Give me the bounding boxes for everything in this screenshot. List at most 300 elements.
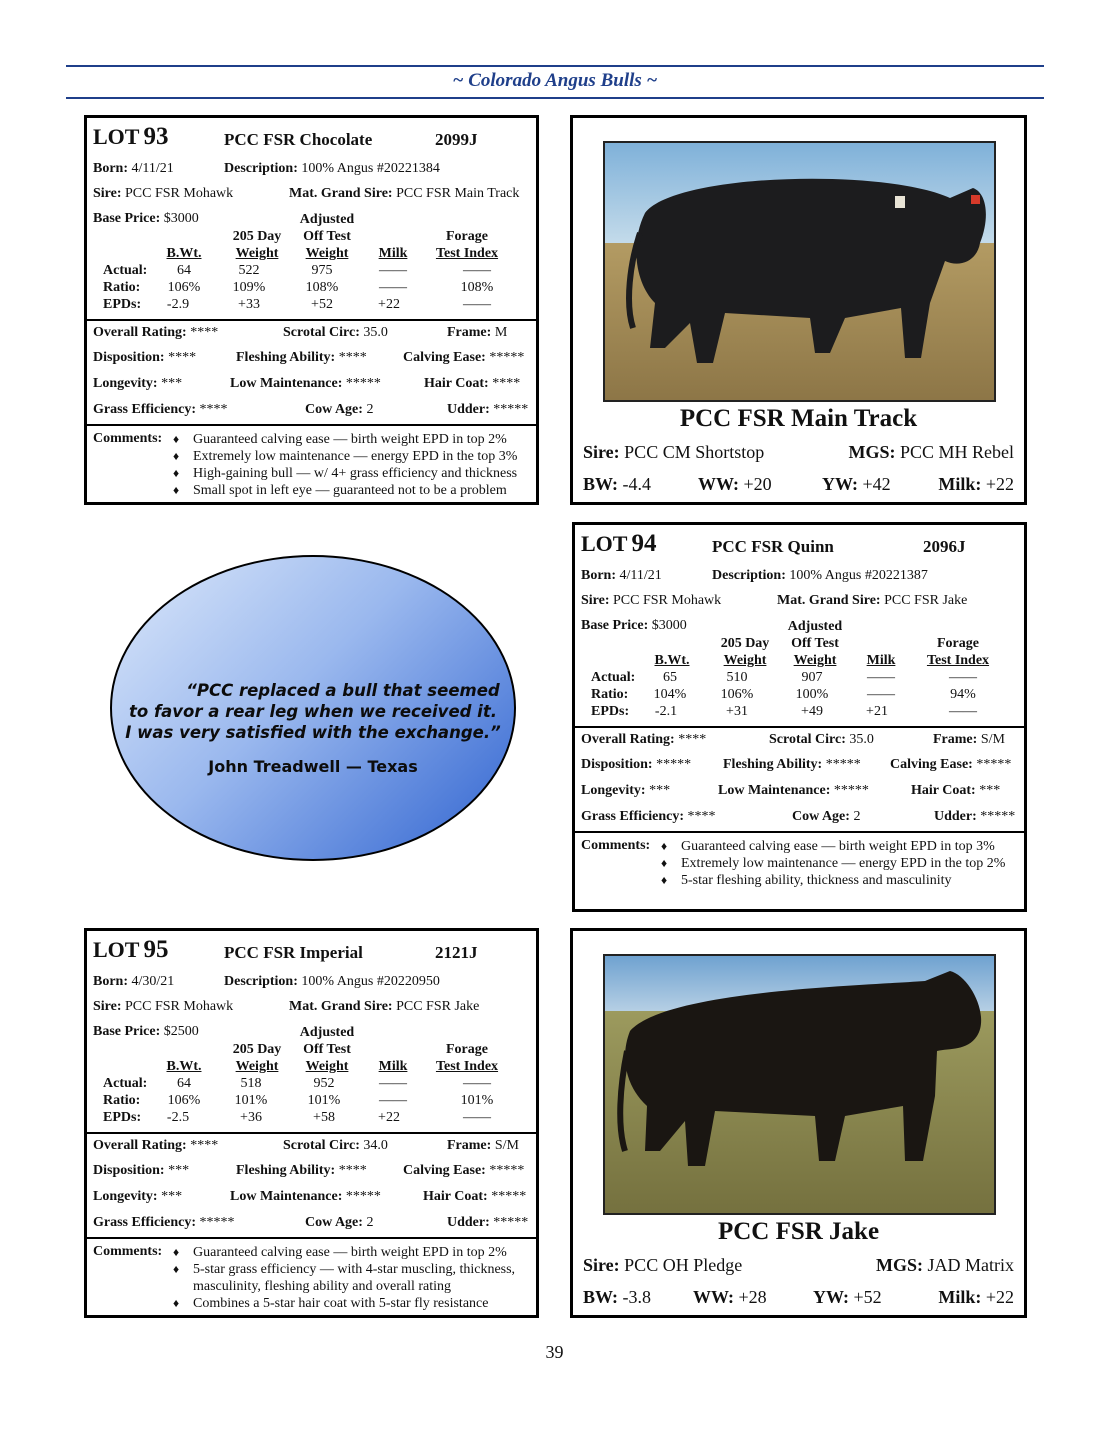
- col-weight: Weight: [235, 1059, 279, 1074]
- photo-sire-value: PCC OH Pledge: [624, 1255, 743, 1275]
- col-205-day: 205 Day: [232, 229, 282, 244]
- comment-item: ♦ 5-star fleshing ability, thickness and masculinity: [661, 872, 1005, 889]
- description-row: [224, 974, 440, 990]
- sire-value: PCC FSR Mohawk: [125, 999, 234, 1014]
- hair-coat-label: Hair Coat:: [424, 376, 489, 391]
- calving-ease-value: *****: [489, 1163, 525, 1178]
- frame-value: M: [494, 325, 508, 340]
- mgs-label: Mat. Grand Sire:: [289, 999, 393, 1014]
- hair-coat: [424, 376, 520, 392]
- ratio-205: 109%: [232, 280, 266, 295]
- scrotal-circ: [769, 732, 874, 748]
- col-off-test: Off Test: [303, 229, 351, 244]
- low-maintenance-label: Low Maintenance:: [230, 1189, 343, 1204]
- row-epds-label: EPDs:: [103, 1110, 142, 1125]
- ratio-205: 106%: [720, 687, 754, 702]
- comment-item-continuation: masculinity, fleshing ability and overall rating: [193, 1279, 452, 1294]
- col-weight-2: Weight: [305, 246, 349, 261]
- udder-label: Udder:: [447, 1215, 490, 1230]
- photo-mgs-label: MGS:: [876, 1255, 923, 1275]
- yw-value: +42: [862, 474, 891, 494]
- born-row: [93, 974, 174, 990]
- milk-value: +22: [985, 1287, 1014, 1307]
- comments-divider: [575, 831, 1024, 833]
- calving-ease-value: *****: [489, 350, 525, 365]
- bull-photo: [603, 141, 996, 402]
- epd-bwt: -2.9: [166, 297, 190, 312]
- overall-rating: [93, 325, 218, 341]
- page-header-title: ~ Colorado Angus Bulls ~: [452, 70, 658, 91]
- lot-title-row: [93, 123, 168, 151]
- photo-milk: [938, 474, 1014, 495]
- ratio-forage: 101%: [460, 1093, 494, 1108]
- calving-ease: [403, 1163, 524, 1179]
- disposition-label: Disposition:: [93, 350, 165, 365]
- born-label: Born:: [93, 161, 128, 176]
- udder: [934, 809, 1015, 825]
- fleshing-ability-label: Fleshing Ability:: [236, 350, 336, 365]
- epd-yw: +49: [801, 704, 823, 719]
- calving-ease: [403, 350, 524, 366]
- bull-id: 2099J: [435, 130, 478, 149]
- ratio-205: 101%: [234, 1093, 268, 1108]
- milk-label: Milk:: [938, 474, 982, 494]
- comments-divider: [87, 1237, 536, 1239]
- scrotal-circ-label: Scrotal Circ:: [283, 325, 360, 340]
- scrotal-circ-value: 35.0: [849, 732, 874, 747]
- overall-rating: [93, 1138, 218, 1154]
- low-maintenance-label: Low Maintenance:: [230, 376, 343, 391]
- frame-label: Frame:: [933, 732, 978, 747]
- lot-number: 95: [143, 936, 169, 963]
- actual-milk: ——: [379, 263, 407, 278]
- comments-label: Comments:: [93, 1244, 163, 1259]
- bull-photo-image: [605, 956, 996, 1215]
- ww-label: WW:: [698, 474, 740, 494]
- comment-item: ♦ Combines a 5-star hair coat with 5-star fly resistance: [173, 1295, 515, 1312]
- col-adjusted: Adjusted: [787, 619, 843, 634]
- base-price-row: [93, 1024, 199, 1040]
- bull-photo-image: [605, 143, 996, 402]
- actual-forage: ——: [463, 1076, 491, 1091]
- grass-efficiency: [581, 809, 716, 825]
- description-row: [224, 161, 440, 177]
- cow-age-value: 2: [366, 1215, 374, 1230]
- hair-coat-value: ****: [492, 376, 521, 391]
- col-weight-2: Weight: [793, 653, 837, 668]
- udder-value: *****: [493, 1215, 529, 1230]
- actual-forage: ——: [463, 263, 491, 278]
- actual-forage: ——: [949, 670, 977, 685]
- comment-item: ♦ Small spot in left eye — guaranteed not to be a problem: [173, 482, 517, 499]
- milk-label: Milk:: [938, 1287, 982, 1307]
- actual-205: 510: [726, 670, 748, 685]
- grass-efficiency-label: Grass Efficiency:: [581, 809, 685, 824]
- scrotal-circ-value: 35.0: [363, 325, 388, 340]
- epd-yw: +58: [313, 1110, 335, 1125]
- fleshing-ability-label: Fleshing Ability:: [723, 757, 823, 772]
- col-bwt: B.Wt.: [654, 653, 690, 668]
- mgs-row: [777, 593, 967, 609]
- actual-bwt: 64: [177, 263, 191, 278]
- udder-value: *****: [493, 402, 529, 417]
- longevity-value: ***: [161, 376, 183, 391]
- disposition-value: ***: [168, 1163, 190, 1178]
- description-label: Description:: [712, 568, 786, 583]
- ratio-milk: ——: [867, 687, 895, 702]
- grass-efficiency: [93, 402, 228, 418]
- ratio-forage: 108%: [460, 280, 494, 295]
- fleshing-ability: [723, 757, 861, 773]
- comment-item: ♦ 5-star grass efficiency — with 4-star muscling, thickness,: [173, 1261, 515, 1278]
- photo-yw: [822, 474, 891, 495]
- col-bwt: B.Wt.: [166, 1059, 202, 1074]
- base-price-value: $3000: [163, 211, 199, 226]
- lot-label: LOT: [581, 531, 628, 556]
- overall-rating-value: ****: [678, 732, 707, 747]
- base-price-label: Base Price:: [581, 618, 649, 633]
- col-milk: Milk: [866, 653, 896, 668]
- col-forage: Forage: [937, 636, 979, 651]
- base-price-row: [93, 211, 199, 227]
- calving-ease-value: *****: [976, 757, 1012, 772]
- mgs-row: [289, 999, 479, 1015]
- photo-sire-label: Sire:: [583, 442, 620, 462]
- disposition-label: Disposition:: [581, 757, 653, 772]
- col-forage: Forage: [446, 229, 488, 244]
- sire-label: Sire:: [93, 186, 122, 201]
- lot-title-row: [93, 936, 168, 964]
- photo-ww: [693, 1287, 767, 1308]
- col-adjusted: Adjusted: [299, 1025, 355, 1040]
- yw-label: YW:: [822, 474, 858, 494]
- photo-sire: [583, 442, 764, 463]
- udder-value: *****: [980, 809, 1016, 824]
- photo-bw: [583, 474, 651, 495]
- fleshing-ability: [236, 1163, 367, 1179]
- comments-list: [661, 838, 1005, 889]
- section-divider: [87, 319, 536, 321]
- bull-id: 2121J: [435, 943, 478, 962]
- col-205-day: 205 Day: [720, 636, 770, 651]
- fleshing-ability-label: Fleshing Ability:: [236, 1163, 336, 1178]
- fleshing-ability-value: ****: [338, 350, 367, 365]
- cow-age-label: Cow Age:: [305, 1215, 363, 1230]
- epd-bwt: -2.1: [654, 704, 678, 719]
- born-value: 4/11/21: [131, 161, 174, 176]
- comments-divider: [87, 424, 536, 426]
- col-weight-2: Weight: [305, 1059, 349, 1074]
- longevity-value: ***: [649, 783, 671, 798]
- frame: [447, 325, 507, 341]
- overall-rating-label: Overall Rating:: [93, 325, 187, 340]
- row-ratio-label: Ratio:: [103, 280, 141, 295]
- photo-mgs-value: JAD Matrix: [927, 1255, 1014, 1275]
- frame-value: S/M: [980, 732, 1005, 747]
- comment-item: ♦ Guaranteed calving ease — birth weight EPD in top 2%: [173, 431, 517, 448]
- description-row: [712, 568, 928, 584]
- row-ratio-label: Ratio:: [591, 687, 629, 702]
- actual-offtest: 952: [313, 1076, 335, 1091]
- actual-milk: ——: [379, 1076, 407, 1091]
- sire-photo-card-jake: [570, 928, 1027, 1318]
- grass-efficiency-label: Grass Efficiency:: [93, 1215, 197, 1230]
- ratio-bwt: 104%: [653, 687, 687, 702]
- sire-photo-card-main-track: [570, 115, 1027, 505]
- hair-coat: [911, 783, 1000, 799]
- photo-sire: [583, 1255, 742, 1276]
- epd-milk: +21: [866, 704, 888, 719]
- grass-efficiency-value: *****: [199, 1215, 235, 1230]
- photo-mgs-label: MGS:: [848, 442, 896, 462]
- lot-title-row: [581, 530, 656, 558]
- longevity: [93, 376, 182, 392]
- overall-rating-label: Overall Rating:: [93, 1138, 187, 1153]
- calving-ease-label: Calving Ease:: [403, 350, 486, 365]
- overall-rating: [581, 732, 706, 748]
- milk-value: +22: [985, 474, 1014, 494]
- lot-card-94: [572, 522, 1027, 912]
- grass-efficiency-value: ****: [687, 809, 716, 824]
- comment-item: ♦ Extremely low maintenance — energy EPD in the top 2%: [661, 855, 1005, 872]
- comment-item: ♦ Extremely low maintenance — energy EPD in the top 3%: [173, 448, 517, 465]
- comments-label: Comments:: [581, 838, 651, 853]
- low-maintenance: [718, 783, 869, 799]
- hair-coat-value: ***: [979, 783, 1001, 798]
- cow-age-value: 2: [366, 402, 374, 417]
- epd-ww: +31: [726, 704, 748, 719]
- header-rule-bottom: [66, 97, 1044, 99]
- actual-205: 522: [238, 263, 260, 278]
- calving-ease-label: Calving Ease:: [403, 1163, 486, 1178]
- sire-label: Sire:: [581, 593, 610, 608]
- lot-card-93: [84, 115, 539, 505]
- mgs-label: Mat. Grand Sire:: [289, 186, 393, 201]
- frame-value: S/M: [494, 1138, 519, 1153]
- cow-age-label: Cow Age:: [305, 402, 363, 417]
- lot-number: 94: [631, 530, 657, 557]
- photo-mgs: [876, 1255, 1014, 1276]
- longevity-value: ***: [161, 1189, 183, 1204]
- col-off-test: Off Test: [791, 636, 839, 651]
- bw-value: -3.8: [622, 1287, 652, 1307]
- col-milk: Milk: [378, 246, 408, 261]
- frame: [933, 732, 1005, 748]
- low-maintenance-value: *****: [345, 1189, 381, 1204]
- base-price-label: Base Price:: [93, 211, 161, 226]
- actual-milk: ——: [867, 670, 895, 685]
- description-value: 100% Angus #20221384: [301, 161, 440, 176]
- lot-card-95: [84, 928, 539, 1318]
- longevity-label: Longevity:: [93, 1189, 158, 1204]
- scrotal-circ: [283, 1138, 388, 1154]
- base-price-value: $2500: [163, 1024, 199, 1039]
- scrotal-circ-value: 34.0: [363, 1138, 388, 1153]
- frame-label: Frame:: [447, 1138, 492, 1153]
- epd-forage: ——: [463, 297, 491, 312]
- overall-rating-label: Overall Rating:: [581, 732, 675, 747]
- bull-name: PCC FSR Quinn: [712, 537, 834, 556]
- frame: [447, 1138, 519, 1154]
- sire-name: PCC FSR Main Track: [679, 405, 918, 432]
- disposition-label: Disposition:: [93, 1163, 165, 1178]
- sire-row: [93, 999, 233, 1015]
- quote-line: to favor a rear leg when we received it.: [129, 702, 497, 721]
- row-actual-label: Actual:: [103, 1076, 148, 1091]
- ww-value: +20: [743, 474, 772, 494]
- header-rule-top: [66, 65, 1044, 67]
- epd-ww: +33: [238, 297, 260, 312]
- quote-line: “PCC replaced a bull that seemed: [186, 681, 500, 700]
- col-bwt: B.Wt.: [166, 246, 202, 261]
- disposition: [93, 1163, 189, 1179]
- born-value: 4/11/21: [619, 568, 662, 583]
- grass-efficiency: [93, 1215, 235, 1231]
- epd-forage: ——: [463, 1110, 491, 1125]
- comments-list: [173, 1244, 515, 1312]
- sire-row: [93, 186, 233, 202]
- sire-row: [581, 593, 721, 609]
- photo-mgs: [848, 442, 1014, 463]
- actual-offtest: 907: [801, 670, 823, 685]
- frame-label: Frame:: [447, 325, 492, 340]
- fleshing-ability-value: ****: [338, 1163, 367, 1178]
- hair-coat-label: Hair Coat:: [423, 1189, 488, 1204]
- mgs-value: PCC FSR Jake: [884, 593, 968, 608]
- disposition: [93, 350, 196, 366]
- bull-name: PCC FSR Imperial: [224, 943, 363, 962]
- sire-value: PCC FSR Mohawk: [613, 593, 722, 608]
- bw-label: BW:: [583, 1287, 619, 1307]
- disposition-value: ****: [168, 350, 197, 365]
- low-maintenance-label: Low Maintenance:: [718, 783, 831, 798]
- ww-value: +28: [738, 1287, 767, 1307]
- low-maintenance-value: *****: [345, 376, 381, 391]
- ratio-milk: ——: [379, 1093, 407, 1108]
- longevity: [581, 783, 670, 799]
- description-label: Description:: [224, 161, 298, 176]
- comments-list: [173, 431, 517, 499]
- born-label: Born:: [93, 974, 128, 989]
- description-value: 100% Angus #20221387: [789, 568, 928, 583]
- comment-item: ♦ Guaranteed calving ease — birth weight EPD in top 3%: [661, 838, 1005, 855]
- epd-milk: +22: [378, 1110, 400, 1125]
- mgs-label: Mat. Grand Sire:: [777, 593, 881, 608]
- cow-age: [792, 809, 860, 825]
- overall-rating-value: ****: [190, 1138, 219, 1153]
- col-205-day: 205 Day: [232, 1042, 282, 1057]
- calving-ease: [890, 757, 1011, 773]
- row-epds-label: EPDs:: [591, 704, 630, 719]
- udder: [447, 1215, 528, 1231]
- lot-number: 93: [143, 123, 169, 150]
- col-test-index: Test Index: [435, 1059, 499, 1074]
- longevity-label: Longevity:: [581, 783, 646, 798]
- mgs-value: PCC FSR Jake: [396, 999, 480, 1014]
- fleshing-ability-value: *****: [825, 757, 861, 772]
- col-weight: Weight: [235, 246, 279, 261]
- col-test-index: Test Index: [926, 653, 990, 668]
- born-label: Born:: [581, 568, 616, 583]
- row-ratio-label: Ratio:: [103, 1093, 141, 1108]
- cow-age-value: 2: [853, 809, 861, 824]
- photo-sire-label: Sire:: [583, 1255, 620, 1275]
- quote-line: I was very satisfied with the exchange.”: [125, 723, 501, 742]
- grass-efficiency-label: Grass Efficiency:: [93, 402, 197, 417]
- cow-age: [305, 402, 373, 418]
- yw-label: YW:: [813, 1287, 849, 1307]
- udder-label: Udder:: [447, 402, 490, 417]
- cow-age: [305, 1215, 373, 1231]
- lot-label: LOT: [93, 937, 140, 962]
- hair-coat-label: Hair Coat:: [911, 783, 976, 798]
- col-adjusted: Adjusted: [299, 212, 355, 227]
- bw-value: -4.4: [622, 474, 652, 494]
- ratio-offtest: 100%: [795, 687, 829, 702]
- photo-milk: [938, 1287, 1014, 1308]
- photo-ww: [698, 474, 772, 495]
- section-divider: [575, 726, 1024, 728]
- low-maintenance: [230, 1189, 381, 1205]
- cow-age-label: Cow Age:: [792, 809, 850, 824]
- row-actual-label: Actual:: [103, 263, 148, 278]
- low-maintenance: [230, 376, 381, 392]
- longevity-label: Longevity:: [93, 376, 158, 391]
- scrotal-circ: [283, 325, 388, 341]
- actual-offtest: 975: [311, 263, 333, 278]
- photo-yw: [813, 1287, 882, 1308]
- ratio-bwt: 106%: [167, 280, 201, 295]
- base-price-row: [581, 618, 687, 634]
- bull-photo: [603, 954, 996, 1215]
- scrotal-circ-label: Scrotal Circ:: [769, 732, 846, 747]
- udder: [447, 402, 528, 418]
- born-row: [93, 161, 174, 177]
- base-price-value: $3000: [651, 618, 687, 633]
- col-milk: Milk: [378, 1059, 408, 1074]
- epd-forage: ——: [949, 704, 977, 719]
- photo-bw: [583, 1287, 651, 1308]
- actual-205: 518: [240, 1076, 262, 1091]
- mgs-row: [289, 186, 519, 202]
- longevity: [93, 1189, 182, 1205]
- yw-value: +52: [853, 1287, 882, 1307]
- udder-label: Udder:: [934, 809, 977, 824]
- description-label: Description:: [224, 974, 298, 989]
- epd-bwt: -2.5: [166, 1110, 190, 1125]
- section-divider: [87, 1132, 536, 1134]
- actual-bwt: 65: [663, 670, 677, 685]
- epd-yw: +52: [311, 297, 333, 312]
- ratio-forage: 94%: [950, 687, 976, 702]
- col-forage: Forage: [446, 1042, 488, 1057]
- born-row: [581, 568, 662, 584]
- low-maintenance-value: *****: [833, 783, 869, 798]
- sire-label: Sire:: [93, 999, 122, 1014]
- disposition: [581, 757, 691, 773]
- photo-sire-value: PCC CM Shortstop: [624, 442, 765, 462]
- row-actual-label: Actual:: [591, 670, 636, 685]
- scrotal-circ-label: Scrotal Circ:: [283, 1138, 360, 1153]
- photo-mgs-value: PCC MH Rebel: [899, 442, 1014, 462]
- base-price-label: Base Price:: [93, 1024, 161, 1039]
- col-weight: Weight: [723, 653, 767, 668]
- bw-label: BW:: [583, 474, 619, 494]
- hair-coat: [423, 1189, 526, 1205]
- disposition-value: *****: [656, 757, 692, 772]
- row-epds-label: EPDs:: [103, 297, 142, 312]
- col-off-test: Off Test: [303, 1042, 351, 1057]
